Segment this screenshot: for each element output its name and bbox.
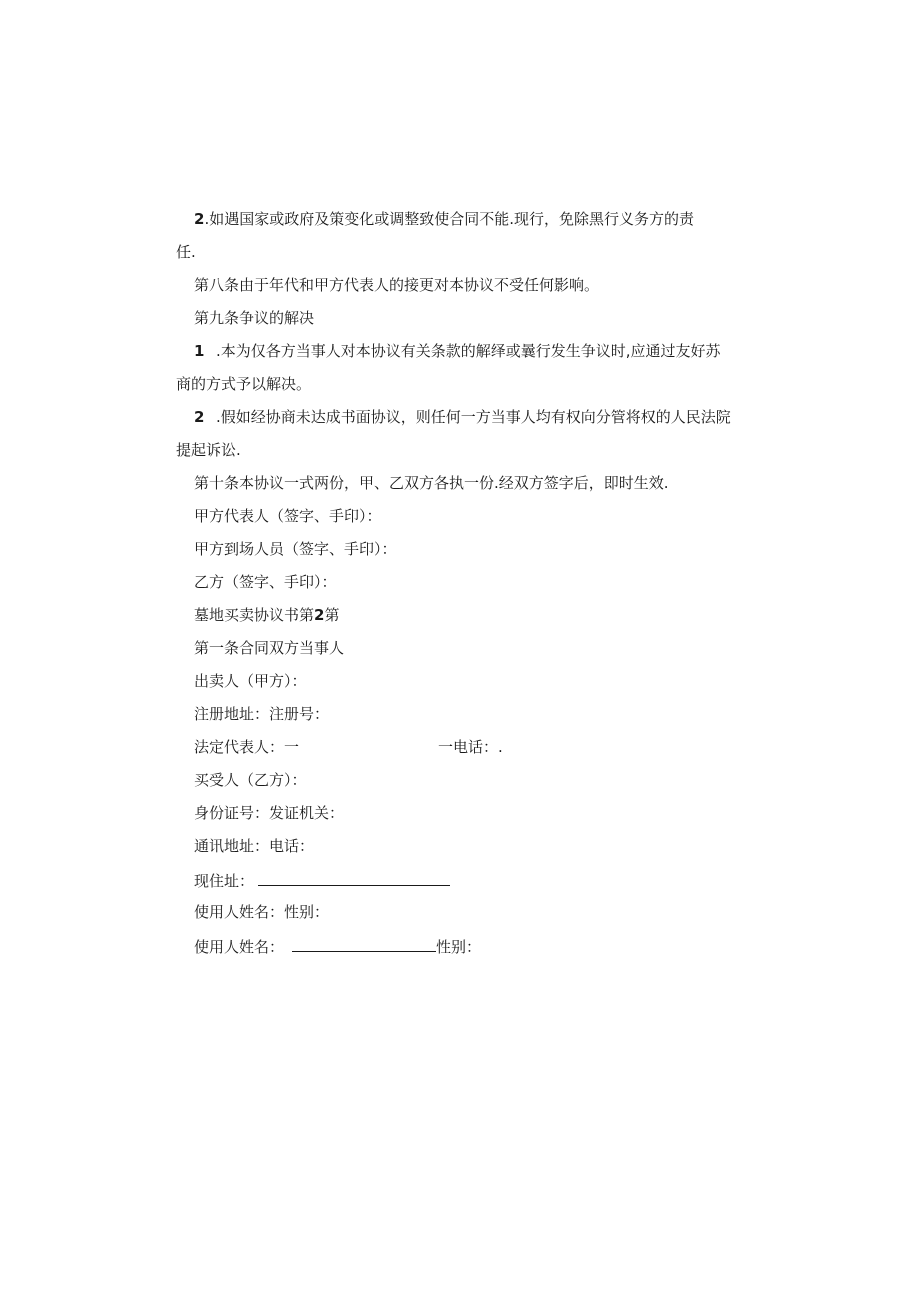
section-title-text: 墓地买卖协议书第 — [194, 606, 315, 624]
article-9-item-2-line-1 — [194, 407, 731, 427]
user-name-2-blank — [292, 935, 436, 952]
item-text: .本为仅各方当事人对本协议有关条款的解绎或曩行发生争议时,应通过友好苏 — [216, 342, 721, 360]
signature-party-b: 乙方（签字、手印）： — [194, 573, 337, 591]
section-2-article-1: 第一条合同双方当事人 — [194, 639, 345, 657]
user-name-2-row — [194, 935, 481, 957]
clause-7-item-2-line-1 — [194, 209, 694, 229]
item-number: 1 — [194, 342, 205, 360]
section-2-title — [194, 605, 339, 625]
buyer-label: 买受人（乙方）： — [194, 771, 307, 789]
signature-party-a-rep: 甲方代表人（签字、手印）： — [194, 507, 382, 525]
legal-rep-phone-label: 一电话：. — [438, 738, 503, 756]
article-9-item-1-line-2: 商的方式予以解决。 — [176, 375, 312, 393]
item-number: 2 — [194, 408, 205, 426]
section-title-suffix: 第 — [324, 606, 340, 624]
item-text: .如遇国家或政府及策变化或调整致使合同不能.现行，免除黑行义务方的责 — [204, 210, 694, 228]
user-name-2-label: 使用人姓名： — [194, 938, 285, 956]
article-8: 第八条由于年代和甲方代表人的接更对本协议不受任何影响。 — [194, 276, 600, 294]
registered-address-label: 注册地址：注册号： — [194, 705, 330, 723]
section-title-number: 2 — [314, 606, 325, 624]
item-number: 2 — [194, 210, 205, 228]
item-text: .假如经协商未达成书面协议，则任何一方当事人均有权向分管将权的人民法院 — [216, 408, 731, 426]
article-10: 第十条本协议一式两份，甲、乙双方各执一份.经双方签字后，即时生效. — [194, 474, 669, 492]
clause-7-item-2-line-2: 任. — [176, 243, 196, 261]
user-gender-2-label: 性别： — [436, 938, 482, 956]
article-9-title: 第九条争议的解决 — [194, 309, 315, 327]
contact-address-label: 通讯地址：电话： — [194, 837, 315, 855]
seller-label: 出卖人（甲方）： — [194, 672, 307, 690]
signature-party-a-staff: 甲方到场人员（签字、手印）： — [194, 540, 397, 558]
legal-rep-label: 法定代表人：一 — [194, 738, 300, 756]
id-number-label: 身份证号：发证机关： — [194, 804, 345, 822]
article-9-item-1-line-1 — [194, 341, 721, 361]
article-9-item-2-line-2: 提起诉讼. — [176, 441, 241, 459]
current-address-label: 现住址： — [194, 872, 255, 890]
user-name-1-label: 使用人姓名：性别： — [194, 903, 330, 921]
current-address-row — [194, 869, 450, 891]
current-address-blank — [258, 869, 450, 886]
